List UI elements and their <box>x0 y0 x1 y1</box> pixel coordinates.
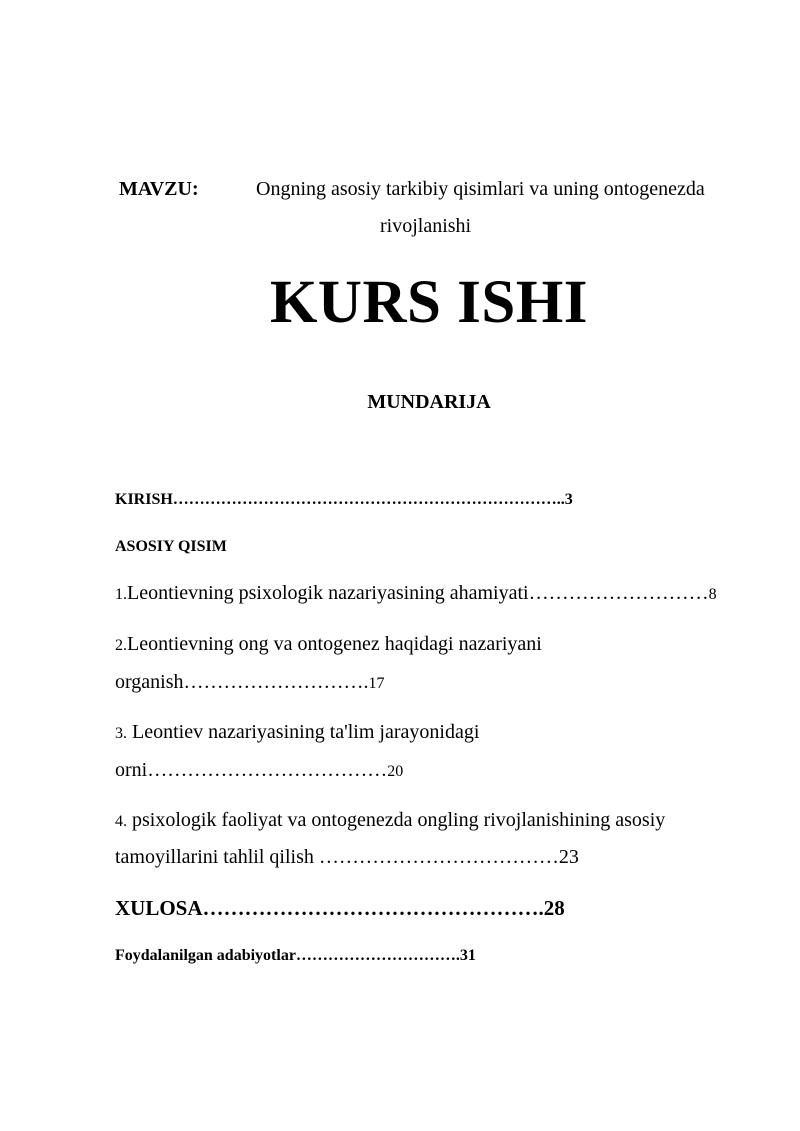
toc-item-2-number: 2. <box>115 637 127 654</box>
toc-heading: MUNDARIJA <box>367 391 491 413</box>
mavzu-text-line2: rivojlanishi <box>380 215 472 237</box>
toc-xulosa: XULOSA………………………………………….28 <box>115 896 565 920</box>
toc-item-2-line1 <box>115 633 542 656</box>
toc-item-3-line1 <box>115 721 479 744</box>
toc-item-4-line1 <box>115 809 665 832</box>
toc-item-2-text: Leontievning ong va ontogenez haqidagi nazariyani <box>127 633 542 655</box>
toc-item-3-page: 20 <box>387 763 404 780</box>
toc-kirish: KIRISH………………………………………………………………..3 <box>115 491 573 508</box>
toc-item-4-line2: tamoyillarini tahlil qilish ………………………………23 <box>115 846 579 868</box>
toc-item-1-page: 8 <box>708 586 717 603</box>
toc-item-1-text: Leontievning psixologik nazariyasining ahamiyati……………………… <box>127 582 709 604</box>
toc-item-1 <box>115 582 717 605</box>
toc-item-3-number: 3. <box>115 725 127 742</box>
toc-item-2-line2 <box>115 671 385 694</box>
toc-item-3-text-cont: orni……………………………… <box>115 759 388 781</box>
toc-item-4-number: 4. <box>115 813 127 830</box>
toc-item-2-text-cont: organish………………………. <box>115 671 369 693</box>
toc-item-2-page: 17 <box>368 675 385 692</box>
toc-item-1-number: 1. <box>115 586 127 603</box>
toc-item-3-text: Leontiev nazariyasining ta'lim jarayonidagi <box>127 721 480 743</box>
document-title: KURS ISHI <box>269 269 589 336</box>
mavzu-label: MAVZU: <box>119 178 199 200</box>
toc-item-4-text: psixologik faoliyat va ontogenezda ongling rivojlanishining asosiy <box>127 809 666 831</box>
toc-item-3-line2 <box>115 759 403 782</box>
mavzu-text-line1: Ongning asosiy tarkibiy qisimlari va uning ontogenezda <box>256 178 705 200</box>
toc-asosiy-qisim: ASOSIY QISIM <box>115 538 227 555</box>
toc-adabiyotlar: Foydalanilgan adabiyotlar………………………….31 <box>115 947 476 964</box>
